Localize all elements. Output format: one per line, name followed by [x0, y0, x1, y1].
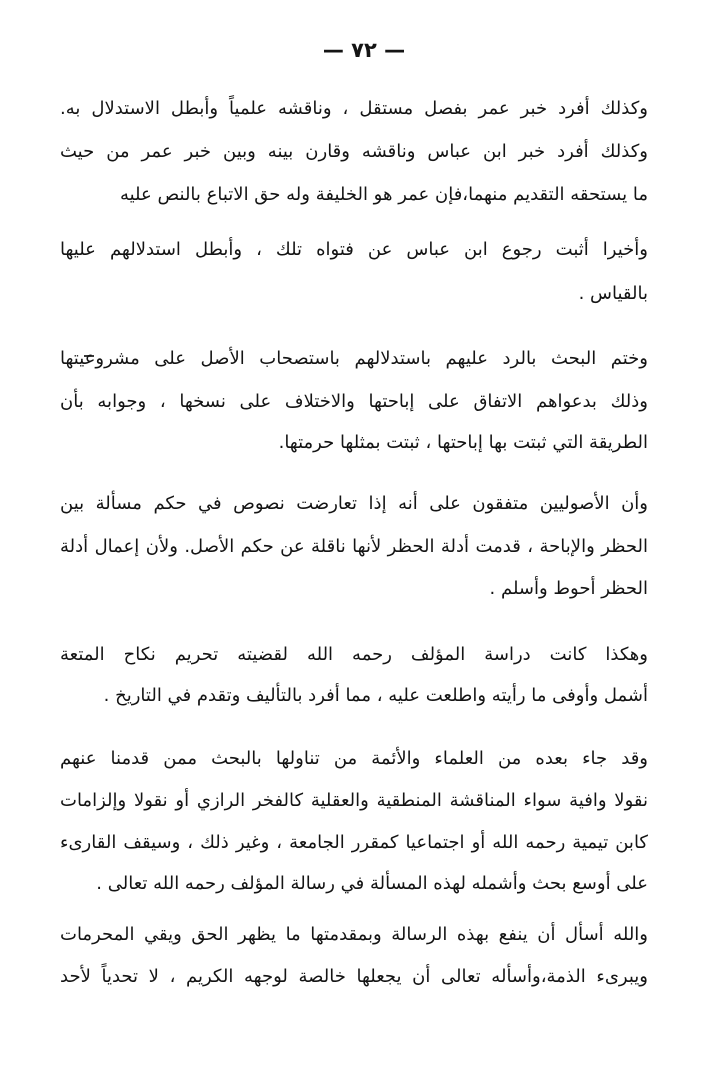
text-line: بالقياس .: [578, 283, 648, 304]
text-line: ما يستحقه التقديم منهما،فإن عمر هو الخليفة وله حق الاتباع بالنص عليه: [119, 184, 648, 205]
page-number: — ٧٢ —: [322, 38, 406, 62]
text-line: وكذلك أفرد خبر عمر بفصل مستقل ، وناقشه علمياً وأبطل الاستدلال به.: [60, 98, 648, 119]
text-line: الحظر أحوط وأسلم .: [489, 578, 648, 599]
text-line: كابن تيمية رحمه الله أو اجتماعيا كمقرر الجامعة ، وغير ذلك ، وسيقف القارىء: [60, 832, 648, 853]
text-line: الطريقة التي ثبتت بها إباحتها ، ثبتت بمثلها حرمتها.: [278, 432, 648, 453]
text-line: وكذلك أفرد خبر ابن عباس وناقشه وقارن بينه وبين خبر عمر من حيث: [60, 141, 648, 162]
text-line: نقولا وافية سواء المناقشة المنطقية والعقلية كالفخر الرازي أو نقولا وإلزامات: [60, 790, 648, 811]
text-line: الحظر والإباحة ، قدمت أدلة الحظر لأنها ناقلة عن حكم الأصل. ولأن إعمال أدلة: [60, 536, 648, 557]
text-line: وأخيرا أثبت رجوع ابن عباس عن فتواه تلك ، وأبطل استدلالهم عليها: [60, 239, 648, 260]
text-line: وأن الأصوليين متفقون على أنه إذا تعارضت نصوص في حكم مسألة بين: [60, 493, 648, 514]
text-line: والله أسأل أن ينفع بهذه الرسالة وبمقدمتها ما يظهر الحق ويقي المحرمات: [60, 924, 648, 945]
text-line: ويبرىء الذمة،وأسأله تعالى أن يجعلها خالصة لوجهه الكريم ، لا تحدياً لأحد: [60, 966, 648, 987]
text-line: وقد جاء بعده من العلماء والأئمة من تناولها بالبحث ممن قدمنا عنهم: [60, 748, 648, 769]
text-line: وهكذا كانت دراسة المؤلف رحمه الله لقضيته تحريم نكاح المتعة: [60, 644, 648, 665]
text-line: وذلك بدعواهم الاتفاق على إباحتها والاختلاف على نسخها ، وجوابه بأن: [60, 391, 648, 412]
text-line: أشمل وأوفى ما رأيته واطلعت عليه ، مما أفرد بالتأليف وتقدم في التاريخ .: [103, 685, 648, 706]
text-line: على أوسع بحث وأشمله لهذه المسألة في رسالة المؤلف رحمه الله تعالى .: [96, 873, 648, 894]
text-line: وختم البحث بالرد عليهم باستدلالهم باستصحاب الأصل على مشروعيتها: [60, 348, 648, 369]
